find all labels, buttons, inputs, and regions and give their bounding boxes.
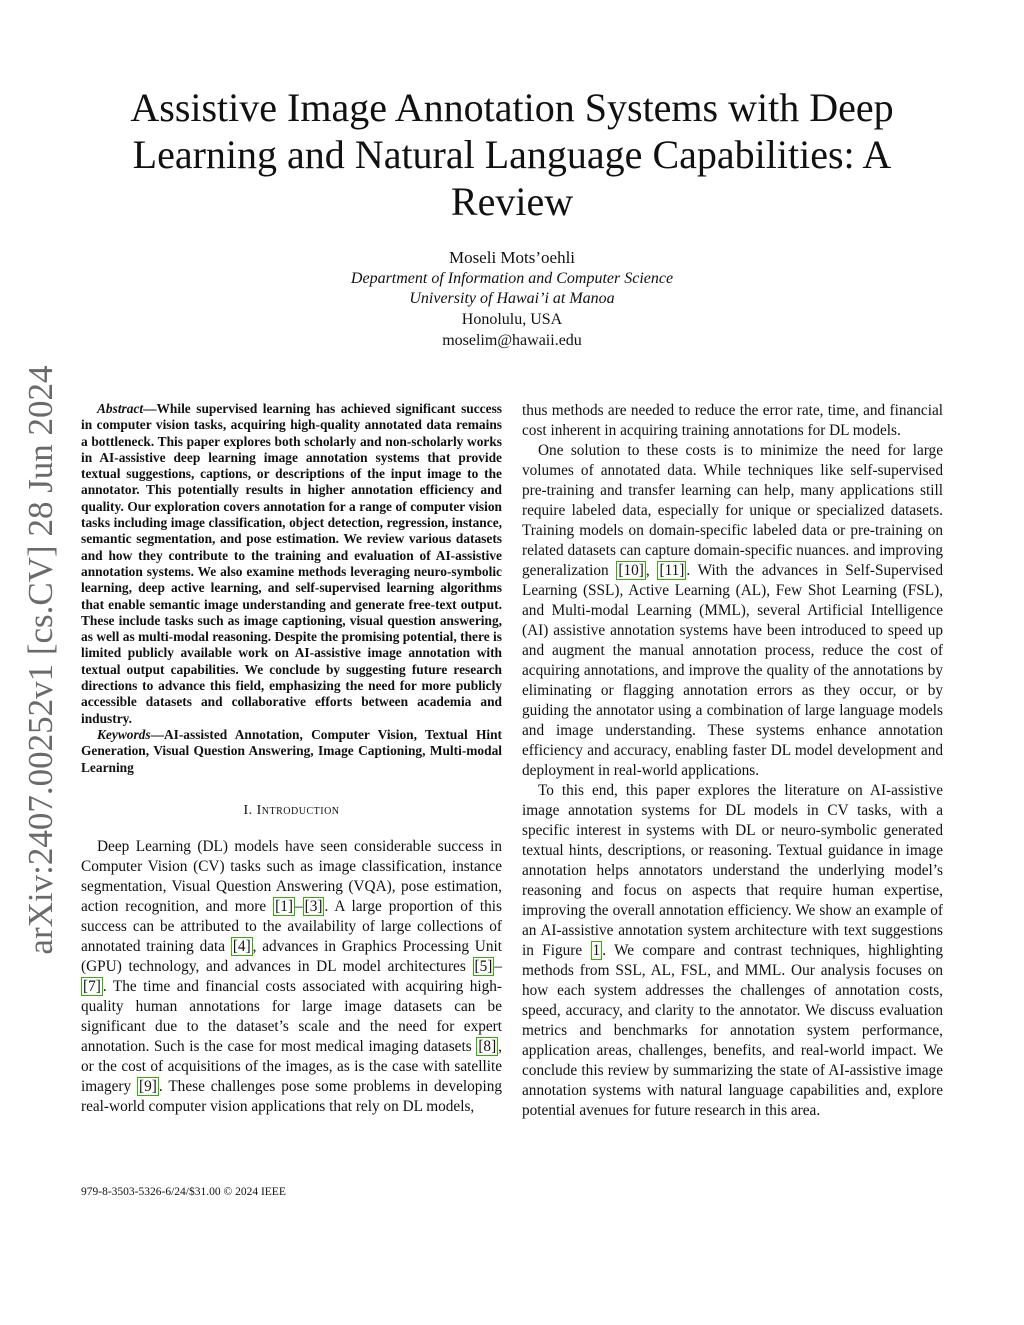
body-text: One solution to these costs is to minimize the need for large volumes of annotated data. While techniques like self-supervised pre-training and transfer learning can help, many applications still require labeled data, especially for unique or specialized datasets. Training models on domain-specific labeled data or pre-training on related datasets can capture domain-specific nuances. and improving generalization <box>522 442 943 579</box>
body-text: . With the advances in Self-Supervised Learning (SSL), Active Learning (AL), Few Shot Learning (FSL), and Multi-modal Learning (MML), several Artificial Intelligence (AI) assistive annotation systems have been introduced to speed up and augment the manual annotation process, reduce the cost of acquiring annotations, and improve the quality of the annotations by eliminating or flagging annotation errors as they occur, or by guiding the annotator using a combination of large language models and image understanding. These systems enhance annotation efficiency and accuracy, enabling faster DL model development and deployment in real-world applications. <box>522 562 943 779</box>
citation-link[interactable]: [8] <box>478 1037 497 1055</box>
citation-link[interactable]: [7] <box>83 977 101 995</box>
keywords <box>81 727 502 776</box>
intro-text: . These challenges pose some problems in developing real-world computer vision applications that rely on DL models, <box>81 1077 502 1115</box>
intro-text: , or the cost of acquisitions of the images, as is the case with satellite imagery <box>81 1037 502 1095</box>
keywords-text: —AI-assisted Annotation, Computer Vision, Textual Hint Generation, Visual Question Answering, Image Captioning, Multi-modal Learning <box>81 726 502 775</box>
body-paragraph <box>522 441 943 781</box>
author-name: Moseli Mots’oehli <box>448 248 576 267</box>
keywords-label: Keywords <box>97 726 151 742</box>
copyright-footer: 979-8-3503-5326-6/24/$31.00 © 2024 IEEE <box>81 1186 286 1198</box>
intro-paragraph <box>81 837 502 1117</box>
citation-link[interactable]: [4] <box>232 937 251 955</box>
citation-link[interactable]: [3] <box>304 897 323 915</box>
author-university: University of Hawai’i at Manoa <box>409 290 615 308</box>
author-department: Department of Information and Computer Science <box>350 269 674 287</box>
section-title: Introduction <box>256 802 340 818</box>
right-column <box>522 401 943 1121</box>
intro-text: – <box>494 957 502 975</box>
author-email: moselim@hawaii.edu <box>442 331 582 349</box>
intro-text: – <box>294 897 303 915</box>
paper-title: Assistive Image Annotation Systems with Deep Learning and Natural Language Capabilities: A Review <box>130 85 894 224</box>
intro-text: , advances in Graphics Processing Unit (GPU) technology, and advances in DL model architectures <box>81 937 502 975</box>
citation-link[interactable]: [5] <box>474 957 493 975</box>
author-location: Honolulu, USA <box>461 311 563 329</box>
body-text: , <box>645 562 658 579</box>
figure-link[interactable]: 1 <box>592 942 601 959</box>
arxiv-identifier: arXiv:2407.00252v1 [cs.CV] 28 Jun 2024 <box>21 365 60 955</box>
intro-text: . A large proportion of this success can be attributed to the availability of large collections of annotated training data <box>81 897 502 955</box>
continued-paragraph: thus methods are needed to reduce the error rate, time, and financial cost inherent in acquiring training annotations for DL models. <box>522 402 943 439</box>
citation-link[interactable]: [9] <box>139 1077 157 1095</box>
citation-link[interactable]: [1] <box>275 897 293 915</box>
left-column <box>81 401 502 1117</box>
body-text: To this end, this paper explores the literature on AI-assistive image annotation systems for DL models in CV tasks, with a specific interest in systems with DL or neuro-symbolic generated textual hints, descriptions, or reasoning. Textual guidance in image annotation helps annotators understand the underlying model’s reasoning and focus on aspects that require human expertise, improving the overall annotation efficiency. We show an example of an AI-assistive annotation system architecture with text suggestions in Figure <box>522 782 943 959</box>
intro-text: Deep Learning (DL) models have seen considerable success in Computer Vision (CV) tasks such as image classification, instance segmentation, Visual Question Answering (VQA), pose estimation, action recognition, and more <box>81 837 502 915</box>
section-number: I. <box>243 802 253 818</box>
abstract <box>81 401 502 727</box>
body-text: . We compare and contrast techniques, highlighting methods from SSL, AL, FSL, and MML. Our analysis focuses on how each system addresses the challenges of annotation costs, speed, accuracy, and clarity to the annotator. We discuss evaluation metrics and benchmarks for annotation system performance, application areas, challenges, benefits, and real-world impact. We conclude this review by summarizing the state of AI-assistive image annotation systems with natural language capabilities and, explore potential avenues for future research in this area. <box>522 942 943 1119</box>
section-heading <box>81 801 502 821</box>
body-paragraph <box>522 781 943 1121</box>
abstract-label: Abstract <box>97 401 144 416</box>
citation-link[interactable]: [10] <box>618 562 644 579</box>
author-block <box>200 248 824 352</box>
intro-text: . The time and financial costs associated with acquiring high-quality human annotations for large image datasets can be significant due to the dataset’s scale and the need for expert annotation. Such is the case for most medical imaging datasets <box>81 977 502 1055</box>
arxiv-sidebar <box>10 350 72 970</box>
abstract-text: —While supervised learning has achieved significant success in computer vision tasks, acquiring high-quality annotated data remains a bottleneck. This paper explores both scholarly and non-scholarly works in AI-assistive deep learning image annotation systems that provide textual suggestions, captions, or descriptions of the input image to the annotator. This potentially results in higher annotation efficiency and quality. Our exploration covers annotation for a range of computer vision tasks including image classification, object detection, regression, instance, semantic segmentation, and pose estimation. We review various datasets and how they contribute to the training and evaluation of AI-assistive annotation systems. We also examine methods leveraging neuro-symbolic learning, deep active learning, and self-supervised learning algorithms that enable semantic image understanding and generate free-text output. These include tasks such as image captioning, visual question answering, as well as multi-modal reasoning. Despite the promising potential, there is limited publicly available work on AI-assistive image annotation with textual output capabilities. We conclude by suggesting future research directions to advance this field, emphasizing the need for more publicly accessible datasets and collaborative efforts between academia and industry. <box>81 401 502 726</box>
citation-link[interactable]: [11] <box>659 562 685 579</box>
